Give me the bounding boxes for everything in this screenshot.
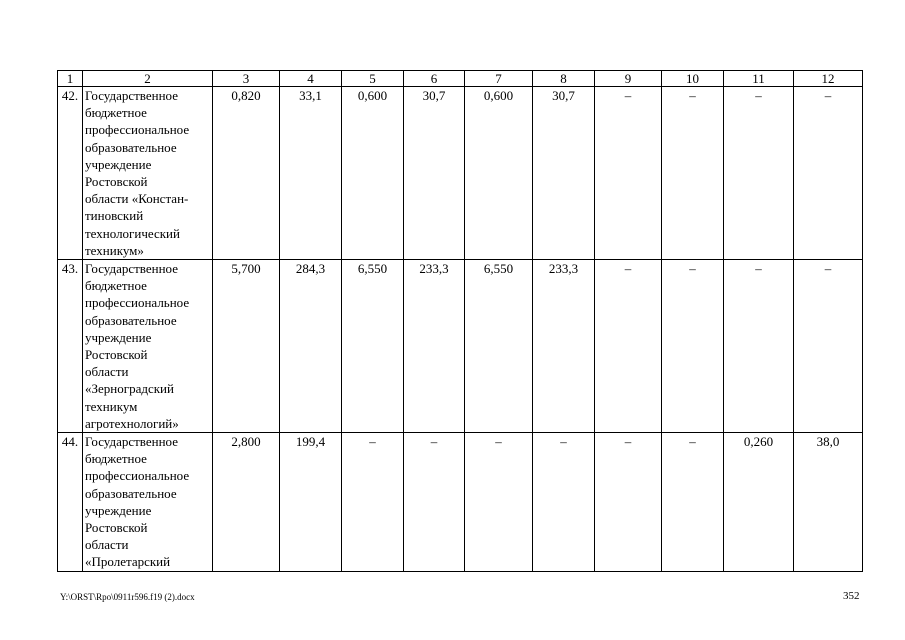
column-number-header: 12: [794, 71, 863, 87]
institution-name-line: учреждение: [85, 502, 152, 518]
value-cell: 30,7: [404, 87, 465, 260]
institution-name-line: бюджетное: [85, 105, 147, 121]
institution-name-line: тиновский: [85, 208, 144, 224]
institution-name-line: Государственное: [85, 261, 178, 277]
value-cell: 33,1: [280, 87, 342, 260]
institution-name-line: учреждение: [85, 329, 152, 345]
value-cell: 0,820: [213, 87, 280, 260]
table-row: [58, 433, 863, 572]
institution-name-line: профессиональное: [85, 468, 190, 484]
table-row: [58, 260, 863, 433]
institution-name-line: техникум: [85, 398, 138, 414]
column-number-header: 11: [724, 71, 794, 87]
institution-name: [83, 260, 213, 433]
value-cell: –: [595, 433, 662, 572]
value-cell: 233,3: [533, 260, 595, 433]
value-cell: 0,600: [465, 87, 533, 260]
column-number-header: 5: [342, 71, 404, 87]
institution-name-line: бюджетное: [85, 451, 147, 467]
value-cell: 5,700: [213, 260, 280, 433]
value-cell: 38,0: [794, 433, 863, 572]
table-row: [58, 87, 863, 260]
institution-name-line: Государственное: [85, 88, 178, 103]
value-cell: –: [662, 260, 724, 433]
institution-name-line: техникум»: [85, 242, 144, 258]
institution-name-line: области «Констан-: [85, 191, 189, 207]
value-cell: 233,3: [404, 260, 465, 433]
value-cell: –: [465, 433, 533, 572]
value-cell: –: [724, 260, 794, 433]
value-cell: 30,7: [533, 87, 595, 260]
column-number-header: 10: [662, 71, 724, 87]
value-cell: 6,550: [465, 260, 533, 433]
value-cell: –: [794, 260, 863, 433]
institution-name-line: Ростовской: [85, 174, 148, 190]
value-cell: –: [342, 433, 404, 572]
institution-name-line: Ростовской: [85, 347, 148, 363]
data-table: [57, 70, 863, 572]
institution-name-line: образовательное: [85, 312, 177, 328]
column-number-header: 6: [404, 71, 465, 87]
column-number-header: 8: [533, 71, 595, 87]
column-number-header: 7: [465, 71, 533, 87]
value-cell: –: [595, 87, 662, 260]
row-number: 43.: [58, 260, 83, 433]
value-cell: 199,4: [280, 433, 342, 572]
value-cell: 0,600: [342, 87, 404, 260]
value-cell: 6,550: [342, 260, 404, 433]
institution-name-line: «Зерноградский: [85, 381, 174, 397]
footer-file-path: Y:\ORST\Rpo\0911r596.f19 (2).docx: [60, 592, 195, 602]
institution-name-line: бюджетное: [85, 278, 147, 294]
value-cell: –: [662, 87, 724, 260]
value-cell: –: [794, 87, 863, 260]
value-cell: 2,800: [213, 433, 280, 572]
value-cell: –: [662, 433, 724, 572]
footer-page-number: 352: [843, 590, 860, 602]
institution-name: [83, 433, 213, 572]
value-cell: 0,260: [724, 433, 794, 572]
column-number-header: 9: [595, 71, 662, 87]
column-number-header: 4: [280, 71, 342, 87]
institution-name-line: области: [85, 364, 129, 380]
institution-name-line: профессиональное: [85, 295, 190, 311]
column-number-header: 1: [58, 71, 83, 87]
institution-name-line: области: [85, 537, 129, 553]
value-cell: –: [533, 433, 595, 572]
value-cell: 284,3: [280, 260, 342, 433]
institution-name-line: Ростовской: [85, 520, 148, 536]
institution-name-line: «Пролетарский: [85, 554, 171, 570]
institution-name: [83, 87, 213, 260]
institution-name-line: образовательное: [85, 485, 177, 501]
column-number-header: 3: [213, 71, 280, 87]
value-cell: –: [595, 260, 662, 433]
row-number: 42.: [58, 87, 83, 260]
institution-name-line: агротехнологий»: [85, 415, 179, 431]
value-cell: –: [404, 433, 465, 572]
institution-name-line: профессиональное: [85, 122, 190, 138]
institution-name-line: Государственное: [85, 434, 178, 450]
value-cell: –: [724, 87, 794, 260]
institution-name-line: учреждение: [85, 156, 152, 172]
header-row: [58, 71, 863, 87]
column-number-header: 2: [83, 71, 213, 87]
institution-name-line: образовательное: [85, 139, 177, 155]
institution-name-line: технологический: [85, 225, 180, 241]
row-number: 44.: [58, 433, 83, 572]
